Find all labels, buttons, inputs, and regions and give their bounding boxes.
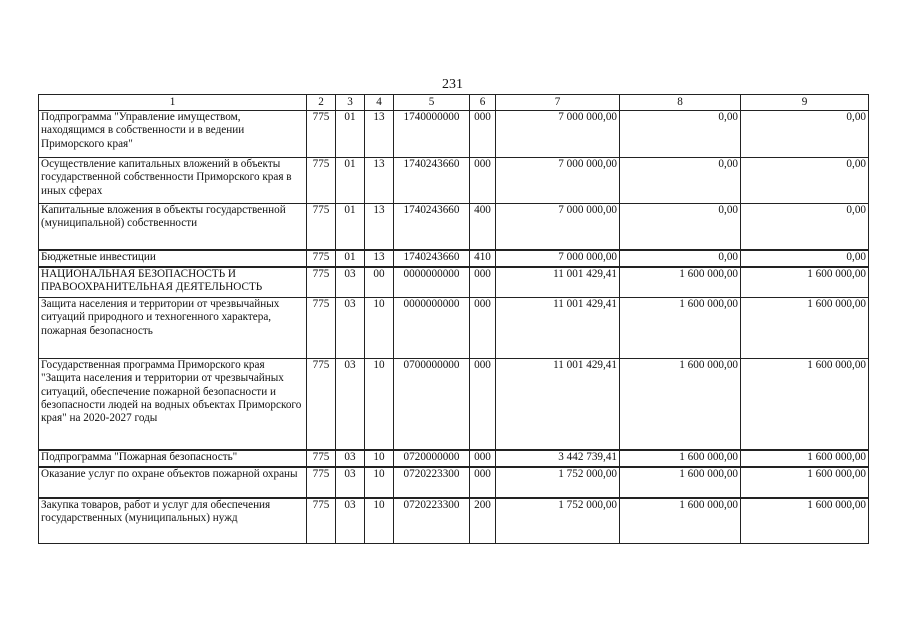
row-value-7: 7 000 000,00 <box>496 158 620 204</box>
row-name: Бюджетные инвестиции <box>39 250 307 267</box>
row-code-2: 775 <box>307 111 336 158</box>
row-value-9: 1 600 000,00 <box>741 267 869 298</box>
row-code-2: 775 <box>307 498 336 544</box>
row-value-8: 1 600 000,00 <box>620 450 741 467</box>
header-cell-5: 5 <box>394 95 470 111</box>
row-code-3: 03 <box>336 267 365 298</box>
row-code-2: 775 <box>307 158 336 204</box>
row-value-8: 0,00 <box>620 111 741 158</box>
row-code-6: 000 <box>470 158 496 204</box>
row-code-3: 03 <box>336 450 365 467</box>
row-value-9: 0,00 <box>741 111 869 158</box>
row-code-4: 10 <box>365 359 394 450</box>
row-code-5: 0000000000 <box>394 298 470 359</box>
table-row <box>39 267 869 298</box>
row-code-5: 0700000000 <box>394 359 470 450</box>
row-value-9: 1 600 000,00 <box>741 450 869 467</box>
table-row <box>39 498 869 544</box>
row-code-5: 1740000000 <box>394 111 470 158</box>
row-name: Защита населения и территории от чрезвычайных ситуаций природного и техногенного характера, пожарная безопасность <box>39 298 307 359</box>
row-code-5: 0720223300 <box>394 498 470 544</box>
row-code-4: 10 <box>365 467 394 498</box>
row-code-5: 1740243660 <box>394 250 470 267</box>
table-row <box>39 158 869 204</box>
row-value-8: 1 600 000,00 <box>620 298 741 359</box>
row-value-9: 0,00 <box>741 204 869 250</box>
row-name: Осуществление капитальных вложений в объекты государственной собственности Приморского края в иных сферах <box>39 158 307 204</box>
table-row <box>39 111 869 158</box>
row-code-3: 01 <box>336 250 365 267</box>
row-code-4: 00 <box>365 267 394 298</box>
row-code-2: 775 <box>307 467 336 498</box>
row-code-3: 01 <box>336 111 365 158</box>
row-code-4: 10 <box>365 450 394 467</box>
row-name: Закупка товаров, работ и услуг для обеспечения государственных (муниципальных) нужд <box>39 498 307 544</box>
header-row <box>39 95 869 111</box>
table-row <box>39 204 869 250</box>
row-code-2: 775 <box>307 250 336 267</box>
row-code-3: 03 <box>336 498 365 544</box>
table-row <box>39 250 869 267</box>
row-value-8: 0,00 <box>620 204 741 250</box>
row-value-9: 0,00 <box>741 250 869 267</box>
row-name: Подпрограмма "Управление имуществом, находящимся в собственности и в ведении Приморского края" <box>39 111 307 158</box>
row-value-9: 1 600 000,00 <box>741 498 869 544</box>
row-code-6: 000 <box>470 467 496 498</box>
row-value-8: 1 600 000,00 <box>620 498 741 544</box>
row-code-6: 000 <box>470 359 496 450</box>
row-value-7: 11 001 429,41 <box>496 298 620 359</box>
row-code-4: 10 <box>365 298 394 359</box>
row-value-7: 7 000 000,00 <box>496 250 620 267</box>
row-value-7: 3 442 739,41 <box>496 450 620 467</box>
row-code-6: 000 <box>470 450 496 467</box>
row-value-9: 1 600 000,00 <box>741 359 869 450</box>
row-code-6: 000 <box>470 111 496 158</box>
row-value-7: 1 752 000,00 <box>496 467 620 498</box>
row-value-8: 1 600 000,00 <box>620 267 741 298</box>
row-code-3: 03 <box>336 359 365 450</box>
row-value-7: 11 001 429,41 <box>496 359 620 450</box>
header-cell-3: 3 <box>336 95 365 111</box>
row-code-6: 000 <box>470 267 496 298</box>
table-row <box>39 359 869 450</box>
row-code-6: 200 <box>470 498 496 544</box>
row-value-8: 0,00 <box>620 158 741 204</box>
row-code-2: 775 <box>307 204 336 250</box>
row-value-7: 7 000 000,00 <box>496 204 620 250</box>
row-value-7: 1 752 000,00 <box>496 498 620 544</box>
header-cell-8: 8 <box>620 95 741 111</box>
row-code-2: 775 <box>307 450 336 467</box>
page-number: 231 <box>442 77 463 92</box>
header-cell-6: 6 <box>470 95 496 111</box>
row-name: Оказание услуг по охране объектов пожарной охраны <box>39 467 307 498</box>
row-name: Государственная программа Приморского края "Защита населения и территории от чрезвычайных ситуаций, обеспечение пожарной безопасности и безопасности людей на водных объектах Приморского края" на 2020-2027 годы <box>39 359 307 450</box>
row-code-3: 03 <box>336 298 365 359</box>
row-code-4: 13 <box>365 158 394 204</box>
row-name: Капитальные вложения в объекты государственной (муниципальной) собственности <box>39 204 307 250</box>
row-code-2: 775 <box>307 298 336 359</box>
row-value-9: 0,00 <box>741 158 869 204</box>
row-code-5: 0720223300 <box>394 467 470 498</box>
row-code-4: 13 <box>365 204 394 250</box>
row-code-3: 01 <box>336 204 365 250</box>
row-code-3: 01 <box>336 158 365 204</box>
row-name: Подпрограмма "Пожарная безопасность" <box>39 450 307 467</box>
header-cell-4: 4 <box>365 95 394 111</box>
row-value-7: 11 001 429,41 <box>496 267 620 298</box>
row-code-3: 03 <box>336 467 365 498</box>
header-cell-9: 9 <box>741 95 869 111</box>
row-value-8: 1 600 000,00 <box>620 467 741 498</box>
row-code-4: 10 <box>365 498 394 544</box>
row-code-6: 000 <box>470 298 496 359</box>
row-code-6: 410 <box>470 250 496 267</box>
row-code-2: 775 <box>307 359 336 450</box>
row-code-5: 0720000000 <box>394 450 470 467</box>
table-row <box>39 450 869 467</box>
header-cell-2: 2 <box>307 95 336 111</box>
row-code-5: 0000000000 <box>394 267 470 298</box>
row-value-9: 1 600 000,00 <box>741 298 869 359</box>
row-code-4: 13 <box>365 250 394 267</box>
row-value-7: 7 000 000,00 <box>496 111 620 158</box>
budget-table <box>38 94 869 544</box>
row-value-8: 0,00 <box>620 250 741 267</box>
header-cell-1: 1 <box>39 95 307 111</box>
table-row <box>39 298 869 359</box>
row-value-8: 1 600 000,00 <box>620 359 741 450</box>
table-row <box>39 467 869 498</box>
header-cell-7: 7 <box>496 95 620 111</box>
row-code-4: 13 <box>365 111 394 158</box>
row-code-2: 775 <box>307 267 336 298</box>
row-code-5: 1740243660 <box>394 204 470 250</box>
row-code-5: 1740243660 <box>394 158 470 204</box>
row-code-6: 400 <box>470 204 496 250</box>
row-value-9: 1 600 000,00 <box>741 467 869 498</box>
row-name: НАЦИОНАЛЬНАЯ БЕЗОПАСНОСТЬ И ПРАВООХРАНИТЕЛЬНАЯ ДЕЯТЕЛЬНОСТЬ <box>39 267 307 298</box>
